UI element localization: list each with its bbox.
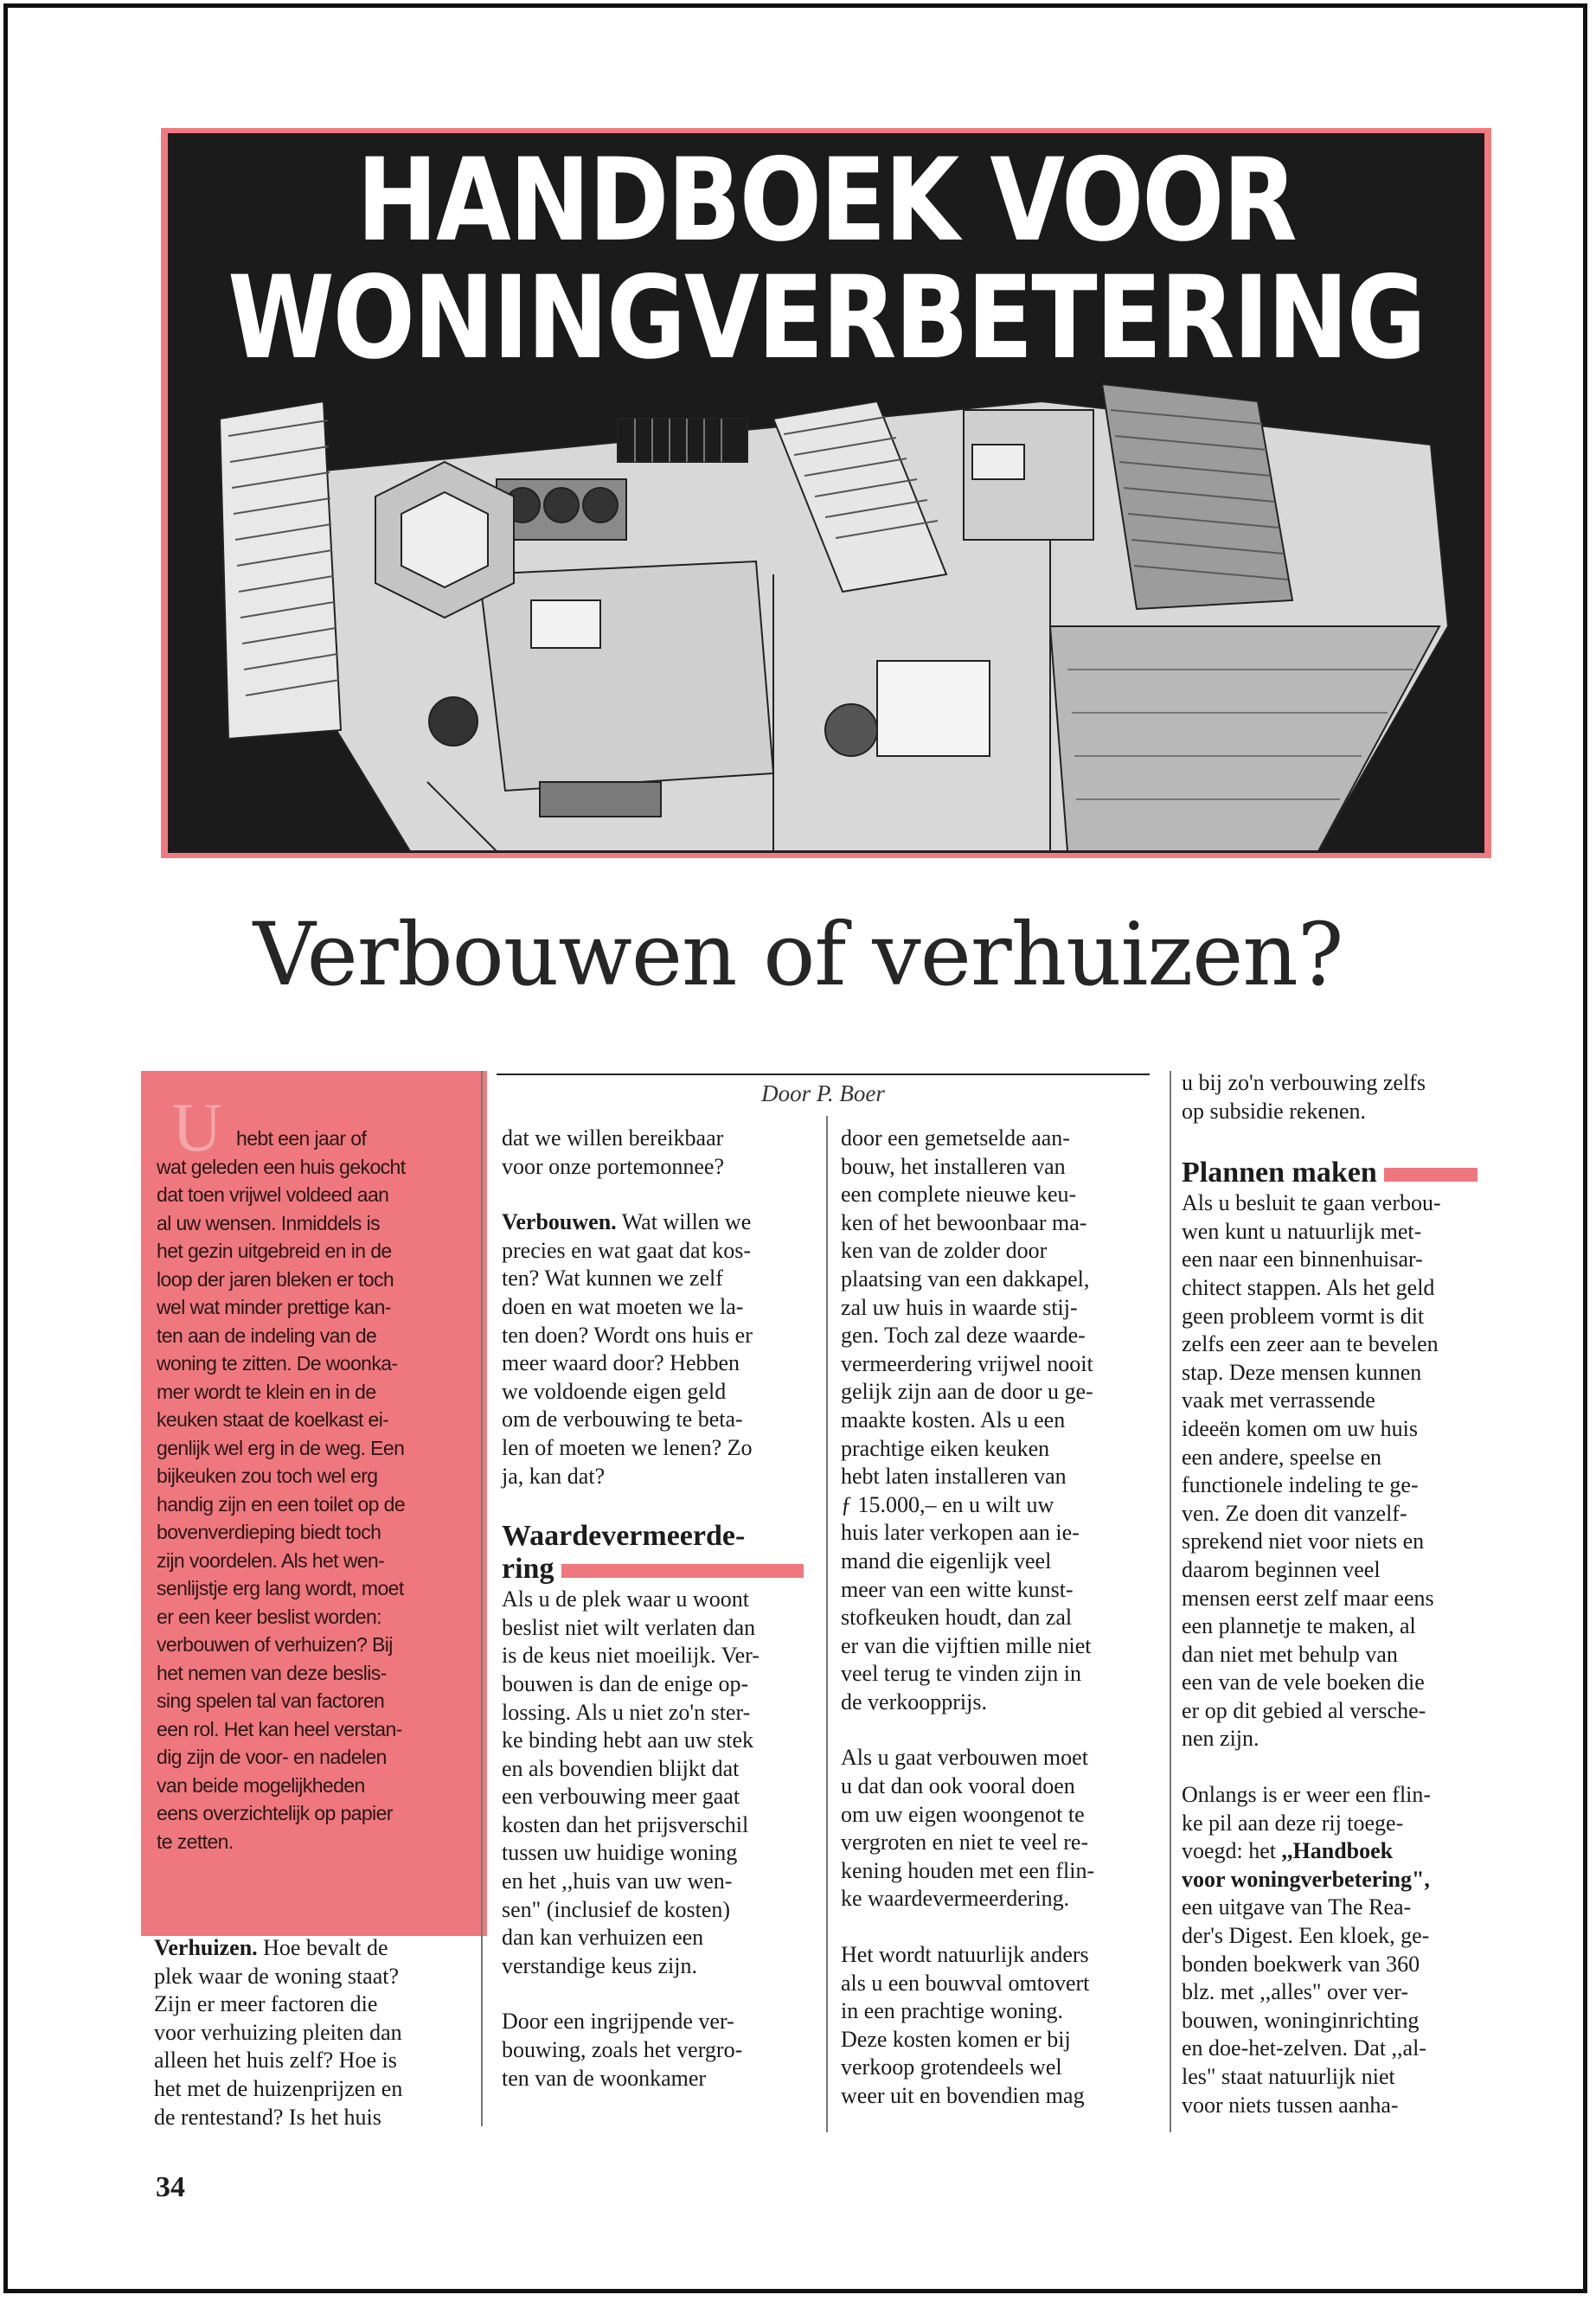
text-line: maakte kosten. Als u een — [841, 1407, 1066, 1433]
text-line: er van die vijftien mille niet — [841, 1632, 1092, 1658]
text-line: ken van de zolder door — [841, 1238, 1048, 1264]
intro-line: keuken staat de koelkast ei- — [157, 1408, 389, 1431]
text-line: er op dit gebied al versche- — [1182, 1697, 1426, 1723]
subhead-line: ring — [502, 1553, 554, 1586]
text-line: precies en wat gaat dat kos- — [502, 1237, 752, 1263]
text-line: meer van een witte kunst- — [841, 1576, 1074, 1602]
text-line: stap. Deze mensen kunnen — [1182, 1359, 1422, 1385]
text-line: een plannetje te maken, al — [1182, 1613, 1416, 1639]
intro-line: het gezin uitgebreid en in de — [157, 1240, 392, 1262]
text-line: en het ,,huis van uw wen- — [502, 1868, 733, 1894]
text-line: tussen uw huidige woning — [502, 1840, 738, 1866]
text-line: Hoe bevalt de — [263, 1935, 388, 1960]
text-line: voor verhuizing pleiten dan — [154, 2019, 402, 2045]
text-line: daarom beginnen veel — [1182, 1556, 1381, 1582]
text-line: beslist niet wilt verlaten dan — [502, 1614, 756, 1640]
text-line: ideeën komen om uw huis — [1182, 1415, 1418, 1441]
intro-line: zijn voordelen. Als het wen- — [157, 1548, 385, 1572]
intro-line: bijkeuken zou toch wel erg — [157, 1465, 378, 1487]
text-line: ke waardevermeerdering. — [841, 1886, 1070, 1912]
intro-line: verbouwen of verhuizen? Bij — [157, 1633, 393, 1656]
intro-line: al uw wensen. Inmiddels is — [157, 1211, 380, 1234]
text-line: blz. met ,,alles" over ver- — [1182, 1979, 1409, 2005]
text-line: ten doen? Wordt ons huis er — [502, 1322, 753, 1348]
subhead-waardevermeerdering — [502, 1520, 813, 1586]
text-line: mand die eigenlijk veel — [841, 1548, 1052, 1574]
text-line: voor onze portemonnee? — [502, 1153, 725, 1179]
intro-line: van beide mogelijkheden — [157, 1773, 365, 1797]
text-line: zelfs een zeer aan te bevelen — [1182, 1331, 1439, 1357]
text-line: verstandige keus zijn. — [502, 1952, 697, 1978]
column-divider — [826, 1116, 828, 2132]
intro-line: ten aan de indeling van de — [157, 1324, 377, 1347]
text-line: bouwen, woninginrichting — [1182, 2007, 1420, 2033]
title-line-2: WONINGVERBETERING — [228, 252, 1425, 385]
intro-line: een rol. Het kan heel verstan- — [157, 1717, 402, 1740]
text-line: en als bovendien blijkt dat — [502, 1755, 740, 1781]
text-line: om de verbouwing te beta- — [502, 1407, 743, 1433]
text-line: lossing. Als u niet zo'n ster- — [502, 1699, 751, 1725]
intro-text — [157, 1125, 473, 1856]
text-line: mensen eerst zelf maar eens — [1182, 1585, 1434, 1611]
title-line-1: HANDBOEK VOOR — [356, 134, 1296, 267]
text-line: en doe-het-zelven. Dat ,,al- — [1182, 2035, 1426, 2061]
intro-line: bovenverdieping biedt toch — [157, 1521, 381, 1543]
text-line: dan kan verhuizen een — [502, 1925, 704, 1951]
text-line: stofkeuken houdt, dan zal — [841, 1605, 1073, 1631]
lead-verhuizen: Verhuizen. — [154, 1935, 258, 1960]
column-2 — [502, 1125, 813, 2093]
text-line: een uitgave van The Rea- — [1182, 1894, 1412, 1920]
text-line: voor niets tussen aanha- — [1182, 2092, 1399, 2118]
text-line: bouwing, zoals het vergro- — [502, 2037, 743, 2063]
text-line: Als u de plek waar u woont — [502, 1586, 749, 1612]
text-line: bonden boekwerk van 360 — [1182, 1951, 1420, 1977]
text-line: Door een ingrijpende ver- — [502, 2009, 734, 2035]
text-line: Als u gaat verbouwen moet — [841, 1745, 1088, 1771]
text-line: ven. Ze doen dit vanzelf- — [1182, 1500, 1407, 1526]
text-line: Wat willen we — [621, 1209, 752, 1235]
intro-line: dat toen vrijwel voldeed aan — [157, 1183, 389, 1206]
text-line: zal uw huis in waarde stij- — [841, 1294, 1078, 1320]
text-line: ten? Wat kunnen we zelf — [502, 1266, 723, 1292]
intro-line: loop der jaren bleken er toch — [157, 1267, 394, 1291]
text-line: u dat dan ook vooral doen — [841, 1773, 1075, 1799]
text-line: ke pil aan deze rij toege- — [1182, 1810, 1404, 1836]
text-line: kosten dan het prijsverschil — [502, 1811, 749, 1837]
text-line: vaak met verrassende — [1182, 1388, 1375, 1413]
text-line: wen kunt u natuurlijk met- — [1182, 1218, 1422, 1244]
text-line: ke binding hebt aan uw stek — [502, 1727, 753, 1753]
text-line: ƒ 15.000,– en u wilt uw — [841, 1491, 1054, 1517]
intro-line: hebt een jaar of — [236, 1127, 367, 1150]
intro-line: het nemen van deze beslis- — [157, 1661, 387, 1684]
text-line: Als u besluit te gaan verbou- — [1182, 1190, 1441, 1216]
text-line: bouw, het installeren van — [841, 1153, 1066, 1179]
text-line: sprekend niet voor niets en — [1182, 1529, 1425, 1554]
accent-bar — [561, 1564, 804, 1578]
byline: Door P. Boer — [761, 1080, 885, 1106]
text-line: functionele indeling te ge- — [1182, 1472, 1419, 1498]
book-title-bold: ,,Handboek — [1281, 1838, 1394, 1864]
hero-image — [168, 133, 1484, 853]
intro-line: genlijk wel erg in de weg. Een — [157, 1436, 405, 1459]
intro-line: woning te zitten. De woonka- — [157, 1352, 398, 1375]
intro-line: eens overzichtelijk op papier — [157, 1802, 393, 1824]
intro-line: mer wordt te klein en in de — [157, 1380, 376, 1403]
text-line: bouwen is dan de enige op- — [502, 1670, 749, 1696]
intro-line: wel wat minder prettige kan- — [157, 1296, 391, 1318]
text-line: het met de huizenprijzen en — [154, 2075, 403, 2101]
text-line: Deze kosten komen er bij — [841, 2026, 1071, 2052]
text-line: der's Digest. Een kloek, ge- — [1182, 1923, 1430, 1949]
intro-line: sing spelen tal van factoren — [157, 1689, 385, 1712]
column-4 — [1182, 1069, 1493, 2119]
isometric-floorplan-illustration — [168, 367, 1484, 853]
text-line: huis later verkopen aan ie- — [841, 1520, 1080, 1546]
text-line: een verbouwing meer gaat — [502, 1784, 740, 1810]
text-line: vermeerdering vrijwel nooit — [841, 1350, 1093, 1376]
text-line: u bij zo'n verbouwing zelfs — [1182, 1070, 1426, 1095]
text-line: als u een bouwval omtovert — [841, 1970, 1090, 1996]
text-line: alleen het huis zelf? Hoe is — [154, 2048, 397, 2073]
book-title-bold: voor woningverbetering", — [1182, 1866, 1430, 1892]
text-line: gelijk zijn aan de door u ge- — [841, 1379, 1093, 1405]
accent-bar — [1384, 1168, 1477, 1182]
text-line: doen en wat moeten we la- — [502, 1293, 744, 1319]
text-line: vergroten en niet te veel re- — [841, 1830, 1089, 1856]
intro-line: handig zijn en een toilet op de — [157, 1492, 406, 1516]
text-line: is de keus niet moeilijk. Ver- — [502, 1643, 760, 1669]
text-line: de rentestand? Is het huis — [154, 2104, 381, 2130]
column-3 — [841, 1125, 1152, 2111]
text-line: Onlangs is er weer een flin- — [1182, 1782, 1432, 1808]
lead-verbouwen: Verbouwen. — [502, 1209, 617, 1235]
text-line: weer uit en bovendien mag — [841, 2083, 1085, 2108]
subhead-plannen-maken — [1182, 1157, 1493, 1189]
page-number: 34 — [156, 2171, 185, 2203]
column-divider — [481, 1071, 483, 2126]
hero-banner — [161, 128, 1491, 858]
text-line: les" staat natuurlijk niet — [1182, 2064, 1395, 2089]
text-line: voegd: het — [1182, 1838, 1277, 1864]
headline: Verbouwen of verhuizen? — [253, 904, 1343, 1005]
intro-line: wat geleden een huis gekocht — [157, 1155, 406, 1178]
text-line: de verkoopprijs. — [841, 1689, 987, 1715]
text-line: Zijn er meer factoren die — [154, 1991, 378, 2017]
text-line: len of moeten we lenen? Zo — [502, 1434, 753, 1460]
text-line: verkoop grotendeels wel — [841, 2054, 1062, 2080]
text-line: geen probleem vormt is dit — [1182, 1303, 1425, 1329]
intro-line: senlijstje erg lang wordt, moet — [157, 1577, 404, 1599]
text-line: plek waar de woning staat? — [154, 1963, 400, 1989]
text-line: dat we willen bereikbaar — [502, 1125, 724, 1150]
column-1 — [154, 1934, 465, 2131]
byline-rule — [497, 1074, 1150, 1075]
text-line: ja, kan dat? — [502, 1463, 606, 1489]
subhead-line: Waardevermeerde- — [502, 1520, 746, 1553]
text-line: ten van de woonkamer — [502, 2065, 707, 2091]
intro-line: er een keer beslist worden: — [157, 1605, 381, 1628]
subhead-line: Plannen maken — [1182, 1157, 1377, 1189]
text-line: een andere, speelse en — [1182, 1444, 1381, 1470]
text-line: een complete nieuwe keu- — [841, 1182, 1077, 1208]
text-line: sen" (inclusief de kosten) — [502, 1896, 731, 1922]
text-line: ken of het bewoonbaar ma- — [841, 1209, 1087, 1235]
text-line: prachtige eiken keuken — [841, 1435, 1050, 1461]
intro-line: te zetten. — [157, 1830, 234, 1853]
text-line: op subsidie rekenen. — [1182, 1098, 1367, 1124]
text-line: plaatsing van een dakkapel, — [841, 1266, 1090, 1292]
text-line: hebt laten installeren van — [841, 1464, 1067, 1490]
text-line: meer waard door? Hebben — [502, 1350, 740, 1376]
text-line: dan niet met behulp van — [1182, 1641, 1398, 1667]
text-line: een van de vele boeken die — [1182, 1670, 1425, 1695]
dropcap: U — [172, 1090, 222, 1166]
text-line: we voldoende eigen geld — [502, 1378, 727, 1404]
text-line: om uw eigen woongenot te — [841, 1801, 1085, 1827]
intro-box — [141, 1071, 487, 1936]
text-line: gen. Toch zal deze waarde- — [841, 1323, 1086, 1349]
text-line: Het wordt natuurlijk anders — [841, 1942, 1089, 1968]
text-line: in een prachtige woning. — [841, 1998, 1064, 2024]
text-line: door een gemetselde aan- — [841, 1125, 1070, 1150]
text-line: chitect stappen. Als het geld — [1182, 1274, 1435, 1300]
text-line: nen zijn. — [1182, 1726, 1259, 1752]
column-divider — [1170, 1071, 1171, 2132]
text-line: kening houden met een flin- — [841, 1857, 1095, 1883]
text-line: een naar een binnenhuisar- — [1182, 1247, 1423, 1272]
intro-line: dig zijn de voor- en nadelen — [157, 1746, 387, 1768]
text-line: veel terug te vinden zijn in — [841, 1661, 1081, 1687]
